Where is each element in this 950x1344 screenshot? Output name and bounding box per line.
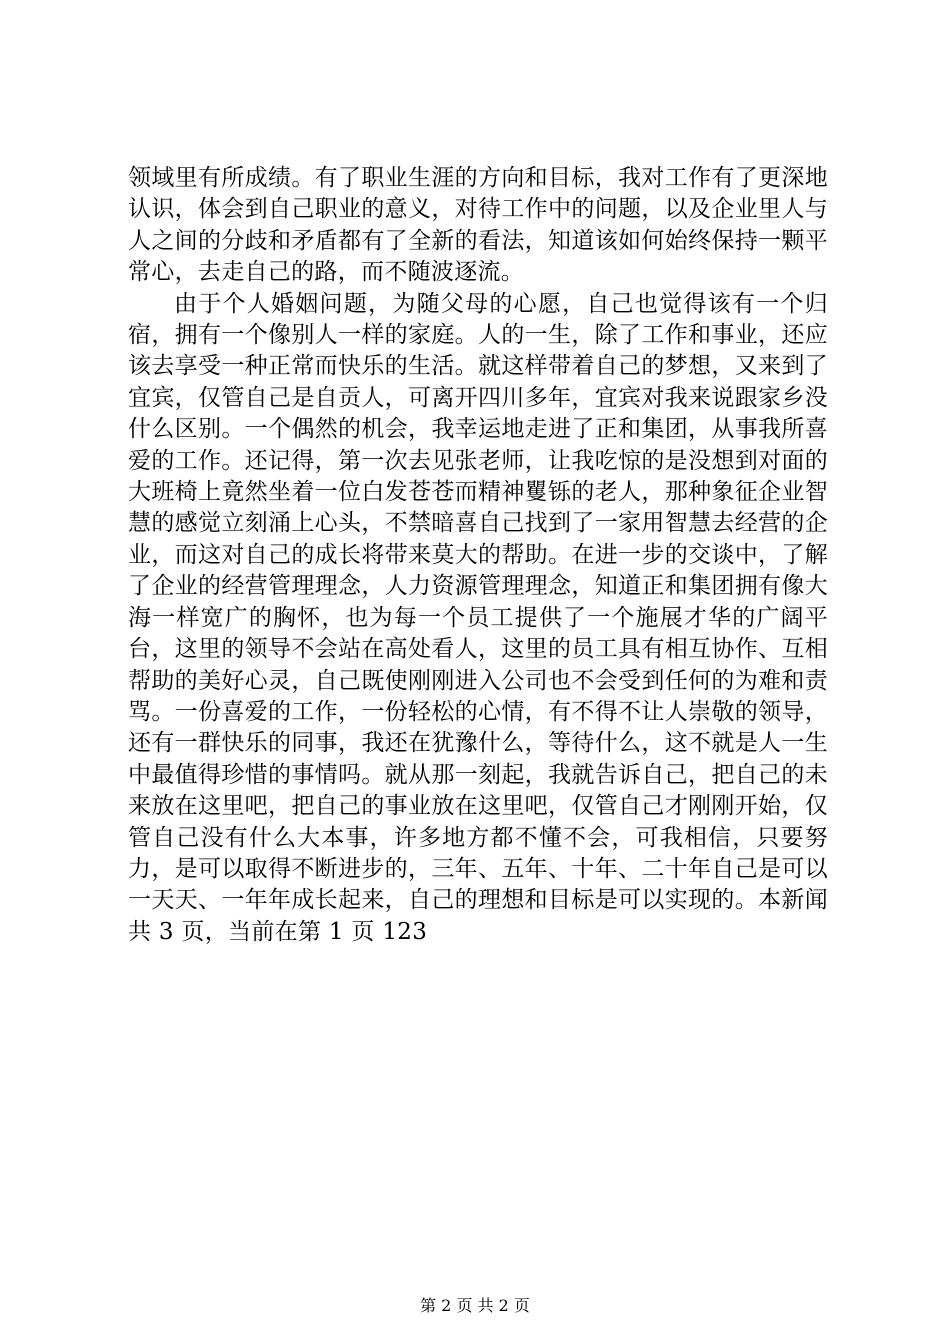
paragraph-continuation: 领域里有所成绩。有了职业生涯的方向和目标，我对工作有了更深地认识，体会到自己职业的意义，对待工作中的问题，以及企业里人与人之间的分歧和矛盾都有了全新的看法，知道该如何始终保持一颗平常心，去走自己的路，而不随波逐流。 (128, 165, 828, 286)
body-text (128, 163, 828, 948)
page-footer: 第 2 页 共 2 页 (420, 1296, 530, 1315)
paragraph-main: 由于个人婚姻问题，为随父母的心愿，自己也觉得该有一个归宿，拥有一个像别人一样的家庭。人的一生，除了工作和事业，还应该去享受一种正常而快乐的生活。就这样带着自己的梦想，又来到了宜宾，仅管自己是自贡人，可离开四川多年，宜宾对我来说跟家乡没什么区别。一个偶然的机会，我幸运地走进了正和集团，从事我所喜爱的工作。还记得，第一次去见张老师，让我吃惊的是没想到对面的大班椅上竟然坐着一位白发苍苍而精神矍铄的老人，那种象征企业智慧的感觉立刻涌上心头，不禁暗喜自己找到了一家用智慧去经营的企业，而这对自己的成长将带来莫大的帮助。在进一步的交谈中，了解了企业的经营管理理念，人力资源管理理念，知道正和集团拥有像大海一样宽广的胸怀，也为每一个员工提供了一个施展才华的广阔平台，这里的领导不会站在高处看人，这里的员工具有相互协作、互相帮助的美好心灵，自己既使刚刚进入公司也不会受到任何的为难和责骂。一份喜爱的工作，一份轻松的心情，有不得不让人崇敬的领导，还有一群快乐的同事，我还在犹豫什么，等待什么，这不就是人一生中最值得珍惜的事情吗。就从那一刻起，我就告诉自己，把自己的未来放在这里吧，把自己的事业放在这里吧，仅管自己才刚刚开始，仅管自己没有什么大本事，许多地方都不懂不会，可我相信，只要努力，是可以取得不断进步的，三年、五年、十年、二十年自己是可以一天天、一年年成长起来，自己的理想和目标是可以实现的。本新闻共 3 页，当前在第 1 页 123 (128, 290, 828, 945)
